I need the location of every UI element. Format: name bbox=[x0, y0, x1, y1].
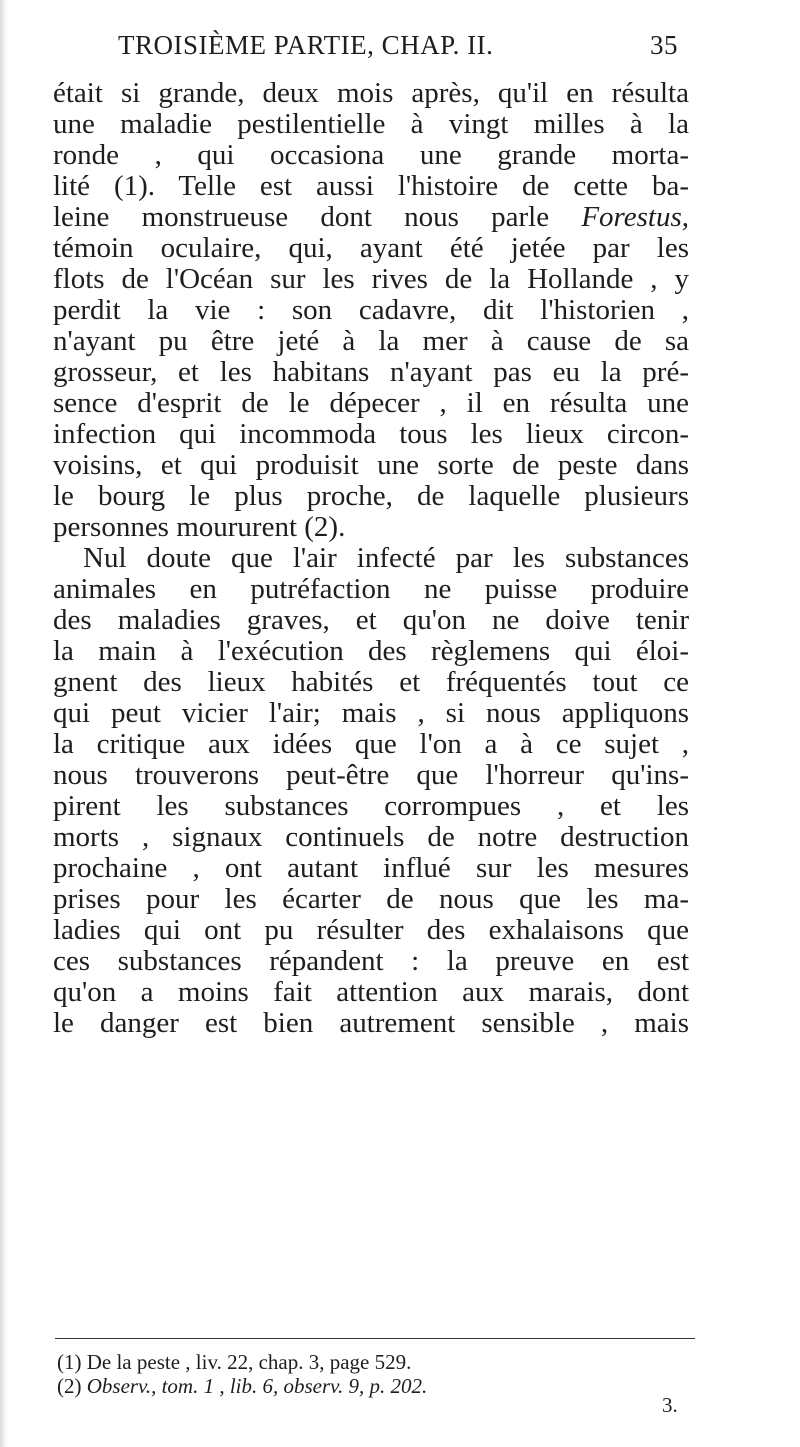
text-line: n'ayant pu être jeté à la mer à cause de sa bbox=[53, 325, 689, 357]
text-line-with-italic bbox=[53, 202, 689, 233]
text-line: prises pour les écarter de nous que les ma- bbox=[53, 883, 689, 915]
text-line: sence d'esprit de le dépecer , il en résulta une bbox=[53, 387, 689, 419]
text-line: la main à l'exécution des règlemens qui éloi- bbox=[53, 635, 689, 667]
text-line: flots de l'Océan sur les rives de la Hollande , y bbox=[53, 263, 689, 295]
signature-mark: 3. bbox=[662, 1393, 678, 1417]
text-line: qui peut vicier l'air; mais , si nous appliquons bbox=[53, 697, 689, 729]
text-segment: leine monstrueuse dont nous parle bbox=[53, 201, 550, 233]
text-line: nous trouverons peut-être que l'horreur qu'ins- bbox=[53, 759, 689, 791]
text-line: pirent les substances corrompues , et les bbox=[53, 790, 689, 822]
footnote-2-citation: Observ., tom. 1 , lib. 6, observ. 9, p. 202. bbox=[86, 1374, 428, 1398]
text-line: gnent des lieux habités et fréquentés tout ce bbox=[53, 666, 689, 698]
text-line: prochaine , ont autant influé sur les mesures bbox=[53, 852, 689, 884]
text-line: qu'on a moins fait attention aux marais, dont bbox=[53, 976, 689, 1008]
text-line: le danger est bien autrement sensible , mais bbox=[53, 1007, 689, 1039]
footnote-2 bbox=[57, 1374, 677, 1398]
text-line: une maladie pestilentielle à vingt milles à la bbox=[53, 108, 689, 140]
text-line-paragraph-start: Nul doute que l'air infecté par les substances bbox=[83, 542, 689, 574]
page-binding-edge bbox=[0, 0, 8, 1447]
footnotes bbox=[57, 1350, 677, 1398]
running-title: TROISIÈME PARTIE, CHAP. II. bbox=[118, 30, 494, 60]
text-line: ces substances répandent : la preuve en est bbox=[53, 945, 689, 977]
running-header bbox=[118, 30, 678, 66]
text-line: était si grande, deux mois après, qu'il en résulta bbox=[53, 77, 689, 109]
text-line-paragraph-end: personnes moururent (2). bbox=[53, 511, 346, 543]
text-line: ronde , qui occasiona une grande morta- bbox=[53, 139, 689, 171]
footnote-2-ref: (2) bbox=[57, 1374, 82, 1398]
main-text bbox=[53, 78, 689, 1039]
footnote-divider bbox=[55, 1338, 695, 1339]
text-line: voisins, et qui produisit une sorte de peste dans bbox=[53, 449, 689, 481]
footnote-1: (1) De la peste , liv. 22, chap. 3, page 529. bbox=[57, 1350, 412, 1374]
text-line: la critique aux idées que l'on a à ce sujet , bbox=[53, 728, 689, 760]
text-line: morts , signaux continuels de notre destruction bbox=[53, 821, 689, 853]
text-line: infection qui incommoda tous les lieux circon- bbox=[53, 418, 689, 450]
text-line: perdit la vie : son cadavre, dit l'historien , bbox=[53, 294, 689, 326]
page-number: 35 bbox=[650, 30, 678, 60]
text-line: lité (1). Telle est aussi l'histoire de cette ba- bbox=[53, 170, 689, 202]
text-line: ladies qui ont pu résulter des exhalaisons que bbox=[53, 914, 689, 946]
text-line: des maladies graves, et qu'on ne doive tenir bbox=[53, 604, 689, 636]
italic-author-name: Forestus, bbox=[581, 201, 689, 233]
text-line: animales en putréfaction ne puisse produire bbox=[53, 573, 689, 605]
text-line: témoin oculaire, qui, ayant été jetée par les bbox=[53, 232, 689, 264]
text-line: grosseur, et les habitans n'ayant pas eu la pré- bbox=[53, 356, 689, 388]
text-line: le bourg le plus proche, de laquelle plusieurs bbox=[53, 480, 689, 512]
